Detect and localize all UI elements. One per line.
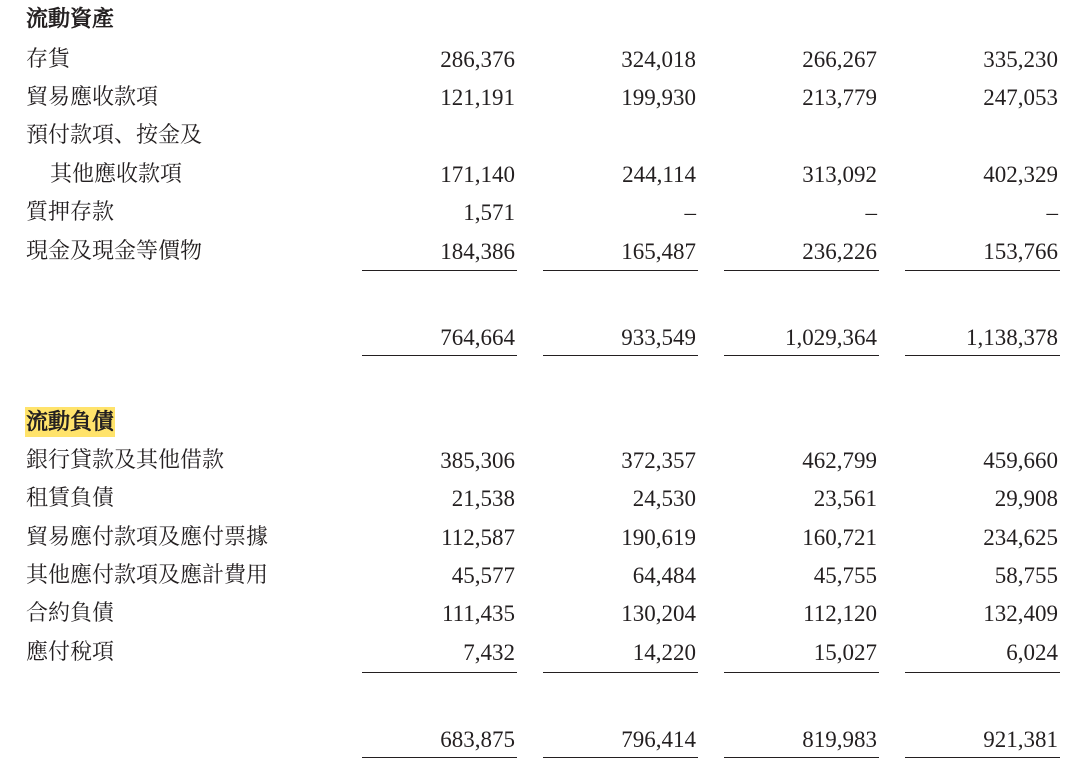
total-cell: 764,664 <box>440 325 515 350</box>
table-row <box>0 156 1080 194</box>
total-rule <box>905 355 1060 356</box>
table-row <box>0 41 1080 79</box>
subtotal-rule <box>724 270 879 271</box>
value-cell: 184,386 <box>440 239 515 264</box>
subtotal-rule <box>543 672 698 673</box>
value-cell: 21,538 <box>451 486 515 511</box>
value-cell: 45,755 <box>813 563 877 588</box>
row-label: 銀行貸款及其他借款 <box>26 448 225 473</box>
value-cell: 23,561 <box>813 486 877 511</box>
value-cell: 244,114 <box>622 162 696 187</box>
table-row <box>0 480 1080 518</box>
subtotal-rule <box>362 672 517 673</box>
value-cell: 6,024 <box>1006 640 1058 665</box>
value-cell: 29,908 <box>994 486 1058 511</box>
value-cell: 165,487 <box>621 239 696 264</box>
value-cell: 112,120 <box>803 601 877 626</box>
row-label: 貿易應收款項 <box>26 85 159 110</box>
value-cell: 112,587 <box>441 525 515 550</box>
value-cell: 15,027 <box>813 640 877 665</box>
value-cell: 213,779 <box>802 85 877 110</box>
value-cell: 385,306 <box>440 448 515 473</box>
total-rule <box>543 355 698 356</box>
value-cell: 64,484 <box>632 563 696 588</box>
total-cell: 796,414 <box>621 727 696 752</box>
subtotal-rule <box>724 672 879 673</box>
total-rule <box>905 757 1060 758</box>
subtotal-rule <box>905 672 1060 673</box>
value-cell: 132,409 <box>983 601 1058 626</box>
table-row <box>0 79 1080 117</box>
current-assets-heading-row <box>0 0 1080 38</box>
value-cell: 313,092 <box>802 162 877 187</box>
table-row <box>0 595 1080 633</box>
total-rule <box>724 757 879 758</box>
value-cell: 153,766 <box>983 239 1058 264</box>
value-cell: 58,755 <box>994 563 1058 588</box>
value-cell: – <box>865 200 877 225</box>
table-row <box>0 233 1080 271</box>
value-cell: – <box>684 200 696 225</box>
row-label: 質押存款 <box>26 200 115 225</box>
total-rule <box>543 757 698 758</box>
value-cell: 199,930 <box>621 85 696 110</box>
value-cell: 7,432 <box>463 640 515 665</box>
value-cell: 335,230 <box>983 47 1058 72</box>
value-cell: 121,191 <box>440 85 515 110</box>
table-row <box>0 557 1080 595</box>
value-cell: – <box>1046 200 1058 225</box>
value-cell: 372,357 <box>621 448 696 473</box>
value-cell: 402,329 <box>983 162 1058 187</box>
row-label: 租賃負債 <box>26 486 115 511</box>
value-cell: 234,625 <box>983 525 1058 550</box>
value-cell: 236,226 <box>802 239 877 264</box>
total-rule <box>362 757 517 758</box>
row-label: 其他應收款項 <box>50 162 183 187</box>
value-cell: 1,571 <box>463 200 515 225</box>
row-label: 現金及現金等價物 <box>26 239 203 264</box>
total-rule <box>362 355 517 356</box>
total-cell: 1,138,378 <box>966 325 1058 350</box>
value-cell: 190,619 <box>621 525 696 550</box>
total-cell: 933,549 <box>621 325 696 350</box>
total-rule <box>724 355 879 356</box>
value-cell: 14,220 <box>632 640 696 665</box>
table-row <box>0 634 1080 672</box>
current-assets-heading: 流動資產 <box>26 6 115 32</box>
current-liabilities-total-row <box>0 721 1080 759</box>
current-liabilities-heading-row <box>0 403 1080 441</box>
current-liabilities-heading: 流動負債 <box>26 409 115 435</box>
row-label: 存貨 <box>26 47 71 72</box>
value-cell: 171,140 <box>440 162 515 187</box>
value-cell: 130,204 <box>621 601 696 626</box>
total-cell: 1,029,364 <box>785 325 877 350</box>
value-cell: 45,577 <box>451 563 515 588</box>
value-cell: 286,376 <box>440 47 515 72</box>
value-cell: 111,435 <box>441 601 515 626</box>
subtotal-rule <box>905 270 1060 271</box>
table-row <box>0 117 1080 155</box>
row-label: 應付稅項 <box>26 640 115 665</box>
value-cell: 459,660 <box>983 448 1058 473</box>
value-cell: 462,799 <box>802 448 877 473</box>
table-row <box>0 442 1080 480</box>
row-label: 預付款項、按金及 <box>26 123 203 148</box>
value-cell: 160,721 <box>802 525 877 550</box>
value-cell: 247,053 <box>983 85 1058 110</box>
total-cell: 921,381 <box>983 727 1058 752</box>
total-cell: 819,983 <box>802 727 877 752</box>
current-assets-total-row <box>0 319 1080 357</box>
row-label: 合約負債 <box>26 601 115 626</box>
table-row <box>0 194 1080 232</box>
value-cell: 324,018 <box>621 47 696 72</box>
row-label: 貿易應付款項及應付票據 <box>26 525 269 550</box>
value-cell: 266,267 <box>802 47 877 72</box>
total-cell: 683,875 <box>440 727 515 752</box>
table-row <box>0 519 1080 557</box>
row-label: 其他應付款項及應計費用 <box>26 563 269 588</box>
value-cell: 24,530 <box>632 486 696 511</box>
subtotal-rule <box>362 270 517 271</box>
subtotal-rule <box>543 270 698 271</box>
